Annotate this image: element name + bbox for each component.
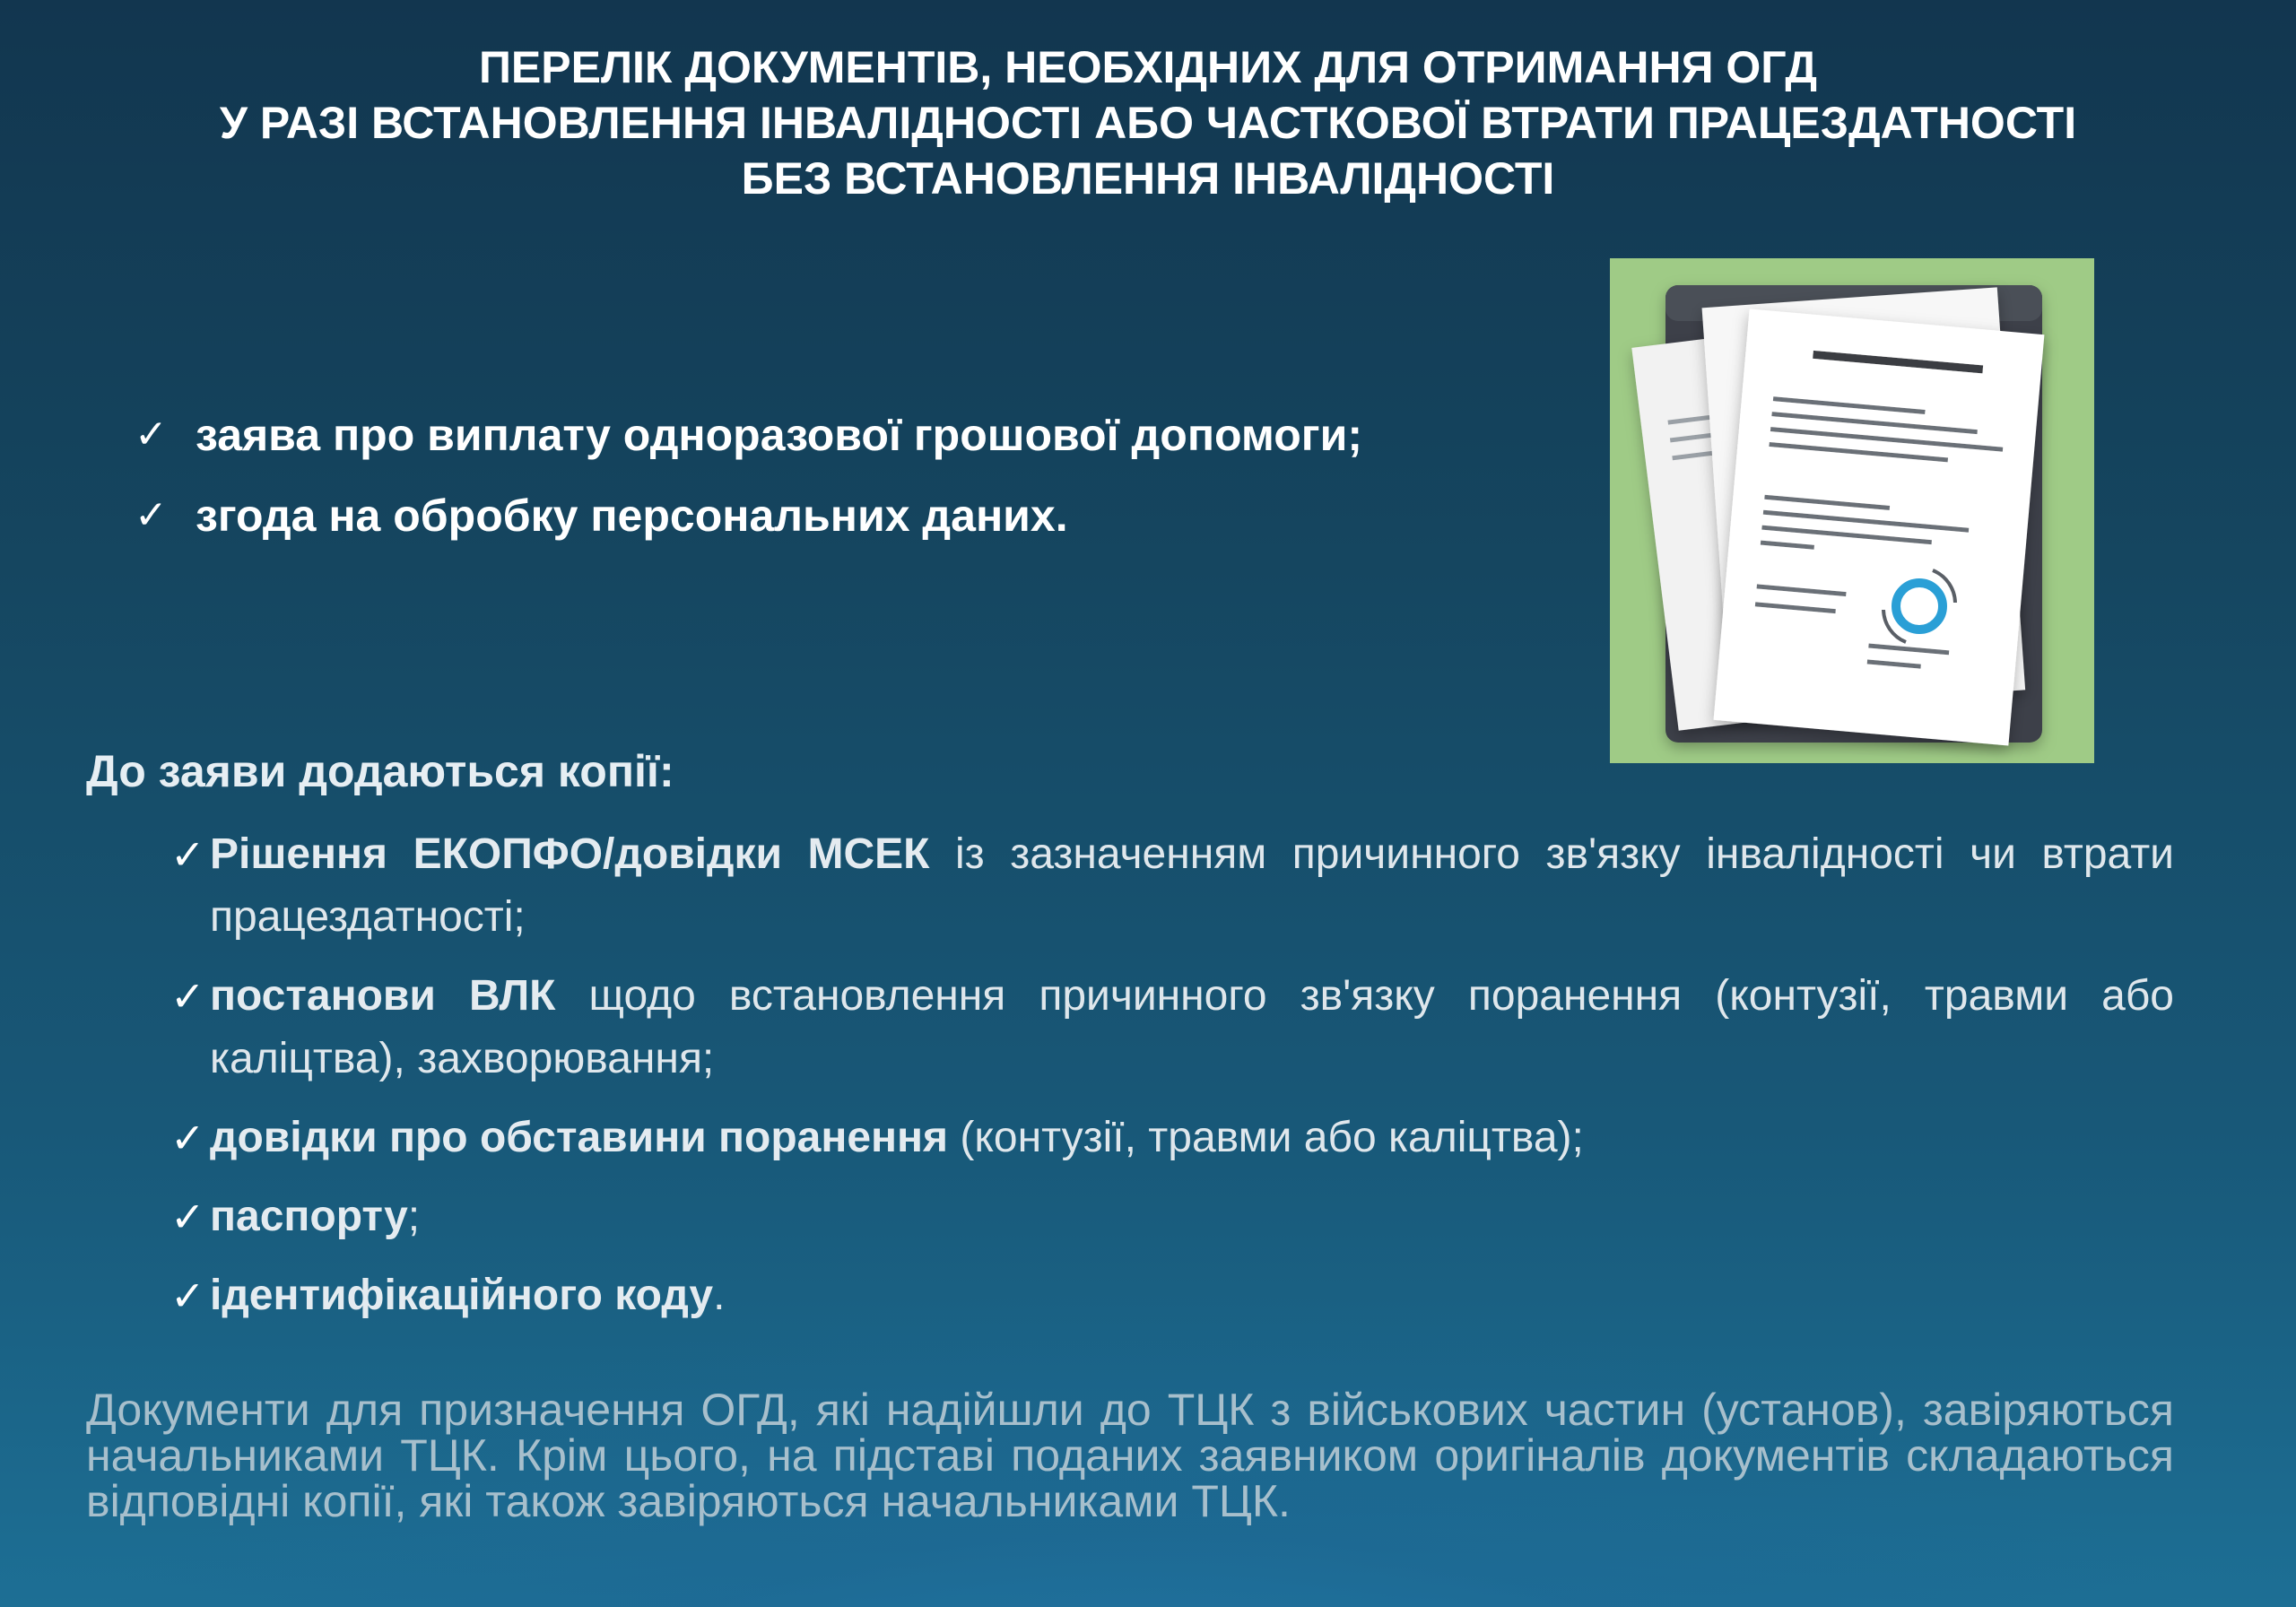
required-documents-list [135, 408, 1525, 569]
list-item [135, 489, 1525, 543]
list-item [170, 965, 2174, 1090]
documents-illustration [1610, 258, 2094, 763]
copy-item-text: щодо встановлення причинного зв'язку поранення (контузії, травми або каліцтва), захворювання; [210, 972, 2174, 1082]
check-icon: ✓ [135, 413, 168, 456]
check-icon: ✓ [170, 1115, 205, 1161]
copy-item-bold: паспорту [210, 1193, 408, 1240]
check-icon: ✓ [170, 973, 205, 1020]
copy-item-bold: ідентифікаційного коду [210, 1272, 714, 1319]
check-icon: ✓ [170, 1273, 205, 1319]
list-item-text: згода на обробку персональних даних. [196, 491, 1068, 541]
list-item [135, 408, 1525, 462]
copy-item-bold: постанови ВЛК [210, 972, 556, 1020]
title-line-1: ПЕРЕЛІК ДОКУМЕНТІВ, НЕОБХІДНИХ ДЛЯ ОТРИМАННЯ ОГД [478, 42, 1818, 92]
list-item [170, 1264, 2174, 1327]
title-line-2: У РАЗІ ВСТАНОВЛЕННЯ ІНВАЛІДНОСТІ АБО ЧАСТКОВОЇ ВТРАТИ ПРАЦЕЗДАТНОСТІ [219, 98, 2077, 148]
copy-item-bold: Рішення ЕКОПФО/довідки МСЕК [210, 830, 930, 878]
check-icon: ✓ [170, 1194, 205, 1240]
title-line-3: БЕЗ ВСТАНОВЛЕННЯ ІНВАЛІДНОСТІ [741, 153, 1555, 204]
page-title [0, 39, 2296, 206]
copy-item-text: . [713, 1272, 726, 1319]
copy-item-bold: довідки про обставини поранення [210, 1114, 949, 1161]
copy-item-text: ; [407, 1193, 421, 1240]
copy-item-text: (контузії, травми або каліцтва); [948, 1114, 1584, 1161]
list-item [170, 823, 2174, 949]
check-icon: ✓ [170, 831, 205, 878]
check-icon: ✓ [135, 493, 168, 537]
list-item-text: заява про виплату одноразової грошової допомоги; [196, 410, 1363, 460]
copies-heading: До заяви додаються копії: [86, 746, 674, 796]
certification-note: Документи для призначення ОГД, які надійшли до ТЦК з військових частин (установ), завіряються начальниками ТЦК. Крім цього, на підставі поданих заявником оригіналів документів складаються відповідні копії, які також завіряються начальниками ТЦК. [86, 1385, 2174, 1526]
list-item [170, 1107, 2174, 1169]
documents-stack-icon [1610, 258, 2094, 763]
copies-list [170, 823, 2174, 1343]
list-item [170, 1186, 2174, 1248]
copy-item-text: із зазначенням причинного зв'язку інвалідності чи втрати працездатності; [210, 830, 2174, 941]
